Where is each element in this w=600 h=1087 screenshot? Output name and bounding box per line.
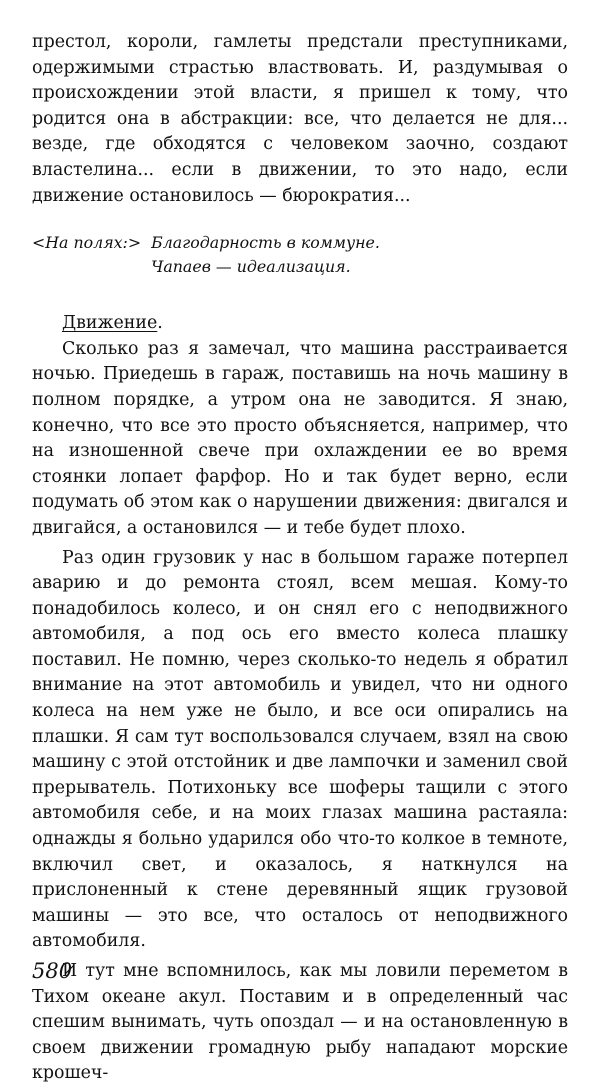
margin-note-line-2: Чапаев — идеализация. — [151, 257, 351, 277]
section-heading-word: Движение — [62, 313, 158, 334]
margin-note-line-1: Благодарность в коммуне. — [151, 233, 380, 253]
section-heading — [32, 311, 568, 337]
paragraph-intro: престол, короли, гамлеты предстали преступниками, одержимыми страстью властвовать. И, раздумывая о происхождении этой власти, я пришел к тому, что родится она в абстракции: все, что делается не для... везде, где обходятся с человеком заочно, создают властелина... если в движении, то это надо, если движение остановилось — бюрократия... — [32, 32, 568, 206]
section-heading-dot: . — [157, 313, 163, 334]
paragraph-1: Сколько раз я замечал, что машина расстраивается ночью. Приедешь в гараж, поставишь на ночь машину в полном порядке, а утром она не заводится. Я знаю, конечно, что все это просто объясняется, например, что на изношенной свече при охлаждении ее во время стоянки лопает фарфор. Но и так будет верно, если подумать об этом как о нарушении движения: двигался и двигайся, а остановился — и тебе будет плохо. — [32, 338, 568, 538]
page-number: 580 — [32, 959, 73, 983]
paragraph-3: И тут мне вспомнилось, как мы ловили переметом в Тихом океане акул. Поставим и в определенный час спешим вынимать, чуть опоздал — и на остановленную в своем движении громадную рыбу нападают морские крошеч- — [32, 961, 568, 1084]
margin-note-label: <На полях:> — [32, 233, 142, 253]
page-body — [32, 30, 568, 1087]
margin-note — [32, 231, 568, 279]
paragraph-2: Раз один грузовик у нас в большом гараже потерпел аварию и до ремонта стоял, всем мешая. Кому-то понадобилось колесо, и он снял его с неподвижного автомобиля, а под ось его вместо колеса плашку поставил. Не помню, через сколько-то недель я обратил внимание на этот автомобиль и увидел, что ни одного колеса на нем уже не было, и все оси опирались на плашки. Я сам тут воспользовался случаем, взял на свою машину с этой отстойник и две лампочки и заменил свой прерыватель. Потихоньку все шоферы тащили с этого автомобиля себе, и на моих глазах машина растаяла: однажды я больно ударился обо что-то колкое в темноте, включил свет, и оказалось, я наткнулся на прислоненный к стене деревянный ящик грузовой машины — это все, что осталось от неподвижного автомобиля. — [32, 547, 568, 952]
